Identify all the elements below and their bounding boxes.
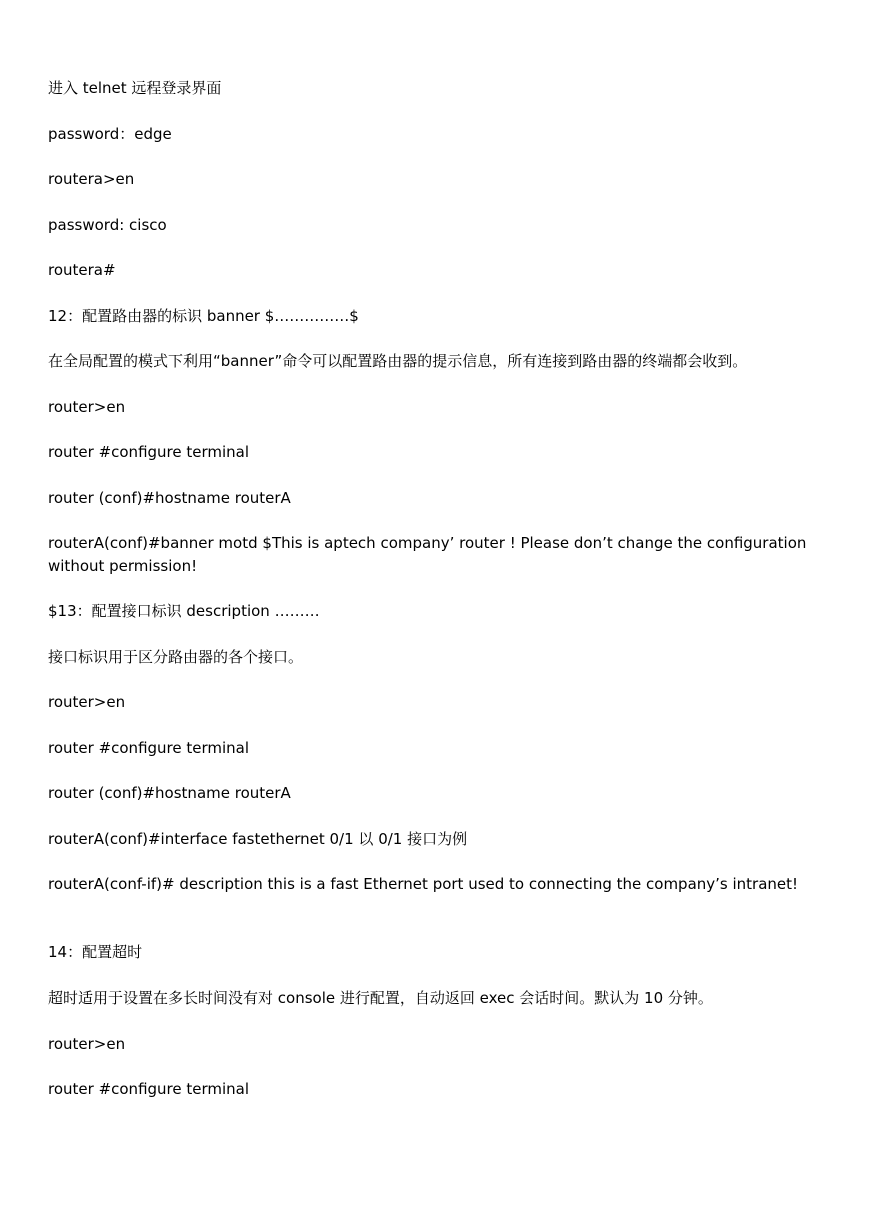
password-edge-line: password：edge (48, 125, 172, 143)
router-enable-line: router>en (48, 693, 126, 711)
router-enable-line: router>en (48, 398, 126, 416)
section-13-heading: $13：配置接口标识 description ……… (48, 602, 320, 620)
interface-description-intro: 接口标识用于区分路由器的各个接口。 (48, 648, 304, 666)
interface-line: routerA(conf)#interface fastethernet 0/1 以 0/1 接口为例 (48, 830, 468, 848)
configure-terminal-line: router #configure terminal (48, 1080, 250, 1098)
hostname-line: router (conf)#hostname routerA (48, 784, 291, 802)
telnet-login-heading: 进入 telnet 远程登录界面 (48, 79, 222, 97)
configure-terminal-line: router #configure terminal (48, 739, 250, 757)
routera-prompt-line: routera# (48, 261, 116, 279)
timeout-description: 超时适用于设置在多长时间没有对 console 进行配置，自动返回 exec 会话时间。默认为 10 分钟。 (48, 989, 713, 1007)
hostname-line: router (conf)#hostname routerA (48, 489, 291, 507)
section-14-heading: 14：配置超时 (48, 943, 143, 961)
routera-enable-line: routera>en (48, 170, 135, 188)
banner-motd-line: routerA(conf)#banner motd $This is aptech company’ router ! Please don’t change the configuration without permission! (48, 534, 807, 575)
password-cisco-line: password: cisco (48, 216, 167, 234)
router-enable-line: router>en (48, 1035, 126, 1053)
description-command-line: routerA(conf-if)# description this is a fast Ethernet port used to connecting the company’s intranet! (48, 875, 799, 893)
banner-description: 在全局配置的模式下利用“banner”命令可以配置路由器的提示信息，所有连接到路由器的终端都会收到。 (48, 352, 748, 370)
section-12-heading: 12：配置路由器的标识 banner $……………$ (48, 307, 359, 325)
configure-terminal-line: router #configure terminal (48, 443, 250, 461)
